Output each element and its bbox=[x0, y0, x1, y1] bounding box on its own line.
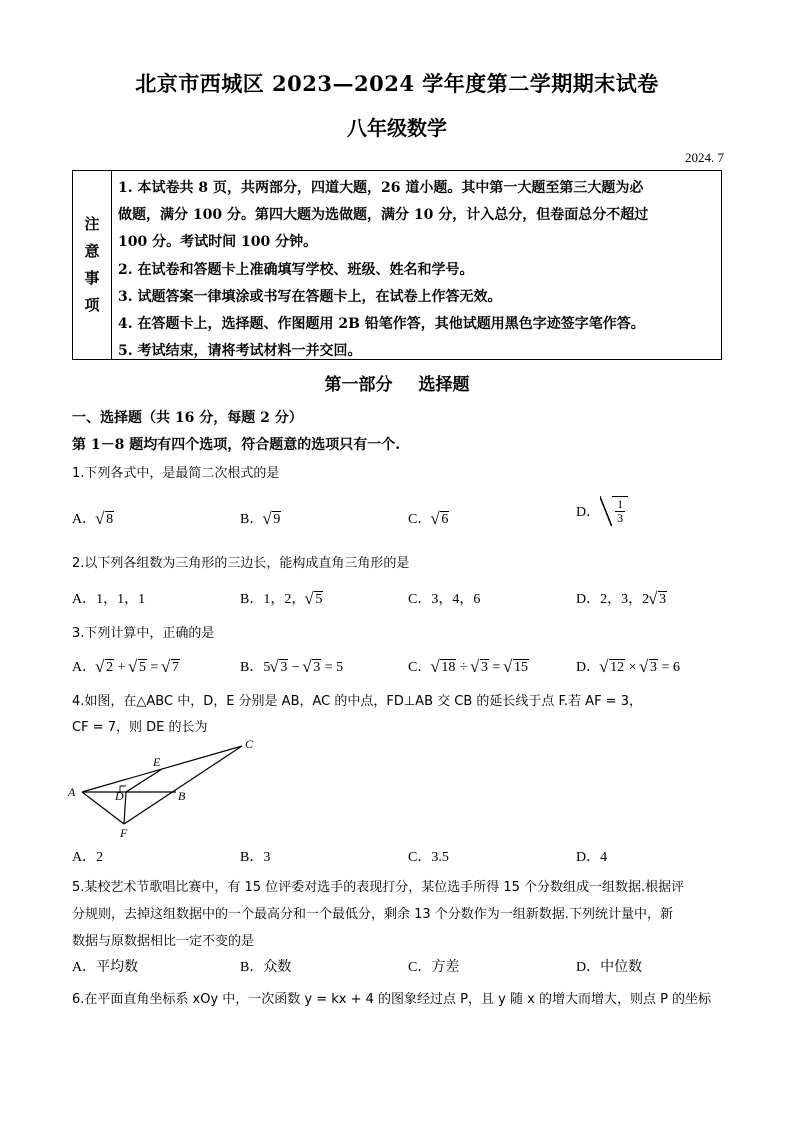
q4-option-a: A．2 bbox=[72, 850, 104, 865]
fraction-denominator: 3 bbox=[617, 511, 624, 525]
segment-de bbox=[126, 769, 162, 792]
option-label: D．2，3，2 bbox=[576, 592, 650, 607]
q2-option-a: A．1，1，1 bbox=[72, 592, 146, 607]
q1-option-d bbox=[576, 496, 628, 526]
q4-option-d: D．4 bbox=[576, 850, 608, 865]
radicand: 15 bbox=[513, 660, 528, 675]
radicand: 5 bbox=[139, 660, 147, 675]
q2-option-c: C．3，4，6 bbox=[408, 592, 481, 607]
result: 5 bbox=[336, 660, 344, 675]
radicand: 7 bbox=[171, 660, 179, 675]
point-d-label: D bbox=[115, 789, 124, 803]
fraction-numerator: 1 bbox=[617, 497, 624, 511]
radicand: 3 bbox=[313, 660, 321, 675]
question-5-line-3: 数据与原数据相比一定不变的是 bbox=[72, 934, 255, 949]
q3-option-d: D．√ 12 × √ 3 = 6 bbox=[576, 656, 680, 676]
q1-option-b bbox=[240, 508, 281, 528]
notice-line: 100 分。考试时间 100 分钟。 bbox=[118, 234, 318, 251]
section-instruction: 第 1－8 题均有四个选项，符合题意的选项只有一个. bbox=[72, 437, 401, 453]
q5-option-a: A．平均数 bbox=[72, 960, 139, 975]
coefficient: 5 bbox=[263, 660, 271, 675]
option-label: C． bbox=[408, 660, 432, 675]
radicand: 2 bbox=[106, 660, 114, 675]
q3-option-b: B．5√ 3 − √ 3 = 5 bbox=[240, 656, 343, 676]
exam-date: 2024. 7 bbox=[685, 150, 724, 165]
q5-option-d: D．中位数 bbox=[576, 960, 643, 975]
question-1-stem: 1.下列各式中，是最简二次根式的是 bbox=[72, 466, 280, 481]
radicand: 3 bbox=[481, 660, 489, 675]
question-3-stem: 3.下列计算中，正确的是 bbox=[72, 626, 215, 641]
notice-label bbox=[73, 171, 112, 359]
exam-subtitle: 八年级数学 bbox=[347, 116, 447, 140]
notice-label-char: 注 bbox=[84, 215, 100, 233]
option-label: A． bbox=[72, 660, 97, 675]
notice-line: 3. 试题答案一律填涂或书写在答题卡上，在试卷上作答无效。 bbox=[118, 288, 502, 305]
radicand: 6 bbox=[441, 512, 449, 527]
option-label: B． bbox=[240, 512, 264, 527]
q1-option-c bbox=[408, 508, 449, 528]
notice-label-char: 事 bbox=[84, 269, 100, 287]
q3-option-c: C．√ 18 ÷ √ 3 = √ 15 bbox=[408, 656, 529, 676]
q2-option-d bbox=[576, 588, 667, 608]
radicand: 18 bbox=[441, 660, 456, 675]
radicand: 3 bbox=[659, 592, 667, 607]
result: 6 bbox=[672, 660, 680, 675]
question-5-line-2: 分规则，去掉这组数据中的一个最高分和一个最低分，剩余 13 个分数作为一组新数据.下列统计量中，新 bbox=[72, 907, 673, 922]
point-a-label: A bbox=[68, 785, 76, 799]
question-5-line-1: 5.某校艺术节歌唱比赛中，有 15 位评委对选手的表现打分，某位选手所得 15 个分数组成一组数据.根据评 bbox=[72, 880, 685, 895]
triangle-figure bbox=[64, 736, 264, 846]
option-label: B． bbox=[240, 660, 264, 675]
option-label: B．1，2， bbox=[240, 592, 306, 607]
q5-option-b: B．众数 bbox=[240, 960, 292, 975]
q4-option-b: B．3 bbox=[240, 850, 271, 865]
section-heading: 一、选择题（共 16 分，每题 2 分） bbox=[72, 410, 303, 426]
part-title: 第一部分 选择题 bbox=[324, 375, 470, 395]
option-label: A． bbox=[72, 512, 97, 527]
exam-title: 北京市西城区 2023—2024 学年度第二学期期末试卷 bbox=[135, 71, 659, 96]
question-6-line-1: 6.在平面直角坐标系 xOy 中，一次函数 y = kx + 4 的图象经过点 P，且 y 随 x 的增大而增大，则点 P 的坐标 bbox=[72, 992, 712, 1007]
radicand: 8 bbox=[106, 512, 114, 527]
point-b-label: B bbox=[178, 789, 186, 803]
segment-fd bbox=[124, 792, 126, 824]
q2-option-b bbox=[240, 588, 323, 608]
radicand: 3 bbox=[650, 660, 658, 675]
point-c-label: C bbox=[245, 737, 254, 751]
question-4-line-1: 4.如图，在△ABC 中，D，E 分别是 AB，AC 的中点，FD⊥AB 交 CB 的延长线于点 F.若 AF = 3， bbox=[72, 694, 642, 709]
segment-cf bbox=[124, 746, 242, 824]
question-2-stem: 2.以下列各组数为三角形的三边长，能构成直角三角形的是 bbox=[72, 556, 410, 571]
q4-option-c: C．3.5 bbox=[408, 850, 449, 865]
notice-label-char: 项 bbox=[84, 296, 100, 314]
notice-line: 4. 在答题卡上，选择题、作图题用 2B 铅笔作答，其他试题用黑色字迹签字笔作答。 bbox=[118, 316, 645, 333]
q1-option-a bbox=[72, 508, 114, 528]
q5-option-c: C．方差 bbox=[408, 960, 460, 975]
option-label: C． bbox=[408, 512, 432, 527]
notice-label-char: 意 bbox=[84, 242, 100, 260]
question-4-line-2: CF = 7，则 DE 的长为 bbox=[72, 720, 208, 735]
option-label: D． bbox=[576, 505, 601, 520]
notice-box bbox=[72, 170, 722, 360]
q3-option-a: A．√ 2 + √ 5 = √ 7 bbox=[72, 656, 180, 676]
point-f-label: F bbox=[120, 826, 128, 840]
option-label: D． bbox=[576, 660, 601, 675]
notice-line: 5. 考试结束，请将考试材料一并交回。 bbox=[118, 343, 362, 360]
radicand: 9 bbox=[273, 512, 281, 527]
notice-line: 做题，满分 100 分。第四大题为选做题，满分 10 分，计入总分，但卷面总分不超过 bbox=[118, 207, 649, 224]
radicand: 12 bbox=[610, 660, 625, 675]
radicand: 5 bbox=[315, 592, 323, 607]
notice-body bbox=[118, 175, 715, 365]
notice-line: 1. 本试卷共 8 页，共两部分，四道大题，26 道小题。其中第一大题至第三大题为必 bbox=[118, 180, 644, 196]
point-e-label: E bbox=[153, 755, 161, 769]
notice-line: 2. 在试卷和答题卡上准确填写学校、班级、姓名和学号。 bbox=[118, 261, 474, 278]
radicand: 3 bbox=[280, 660, 288, 675]
